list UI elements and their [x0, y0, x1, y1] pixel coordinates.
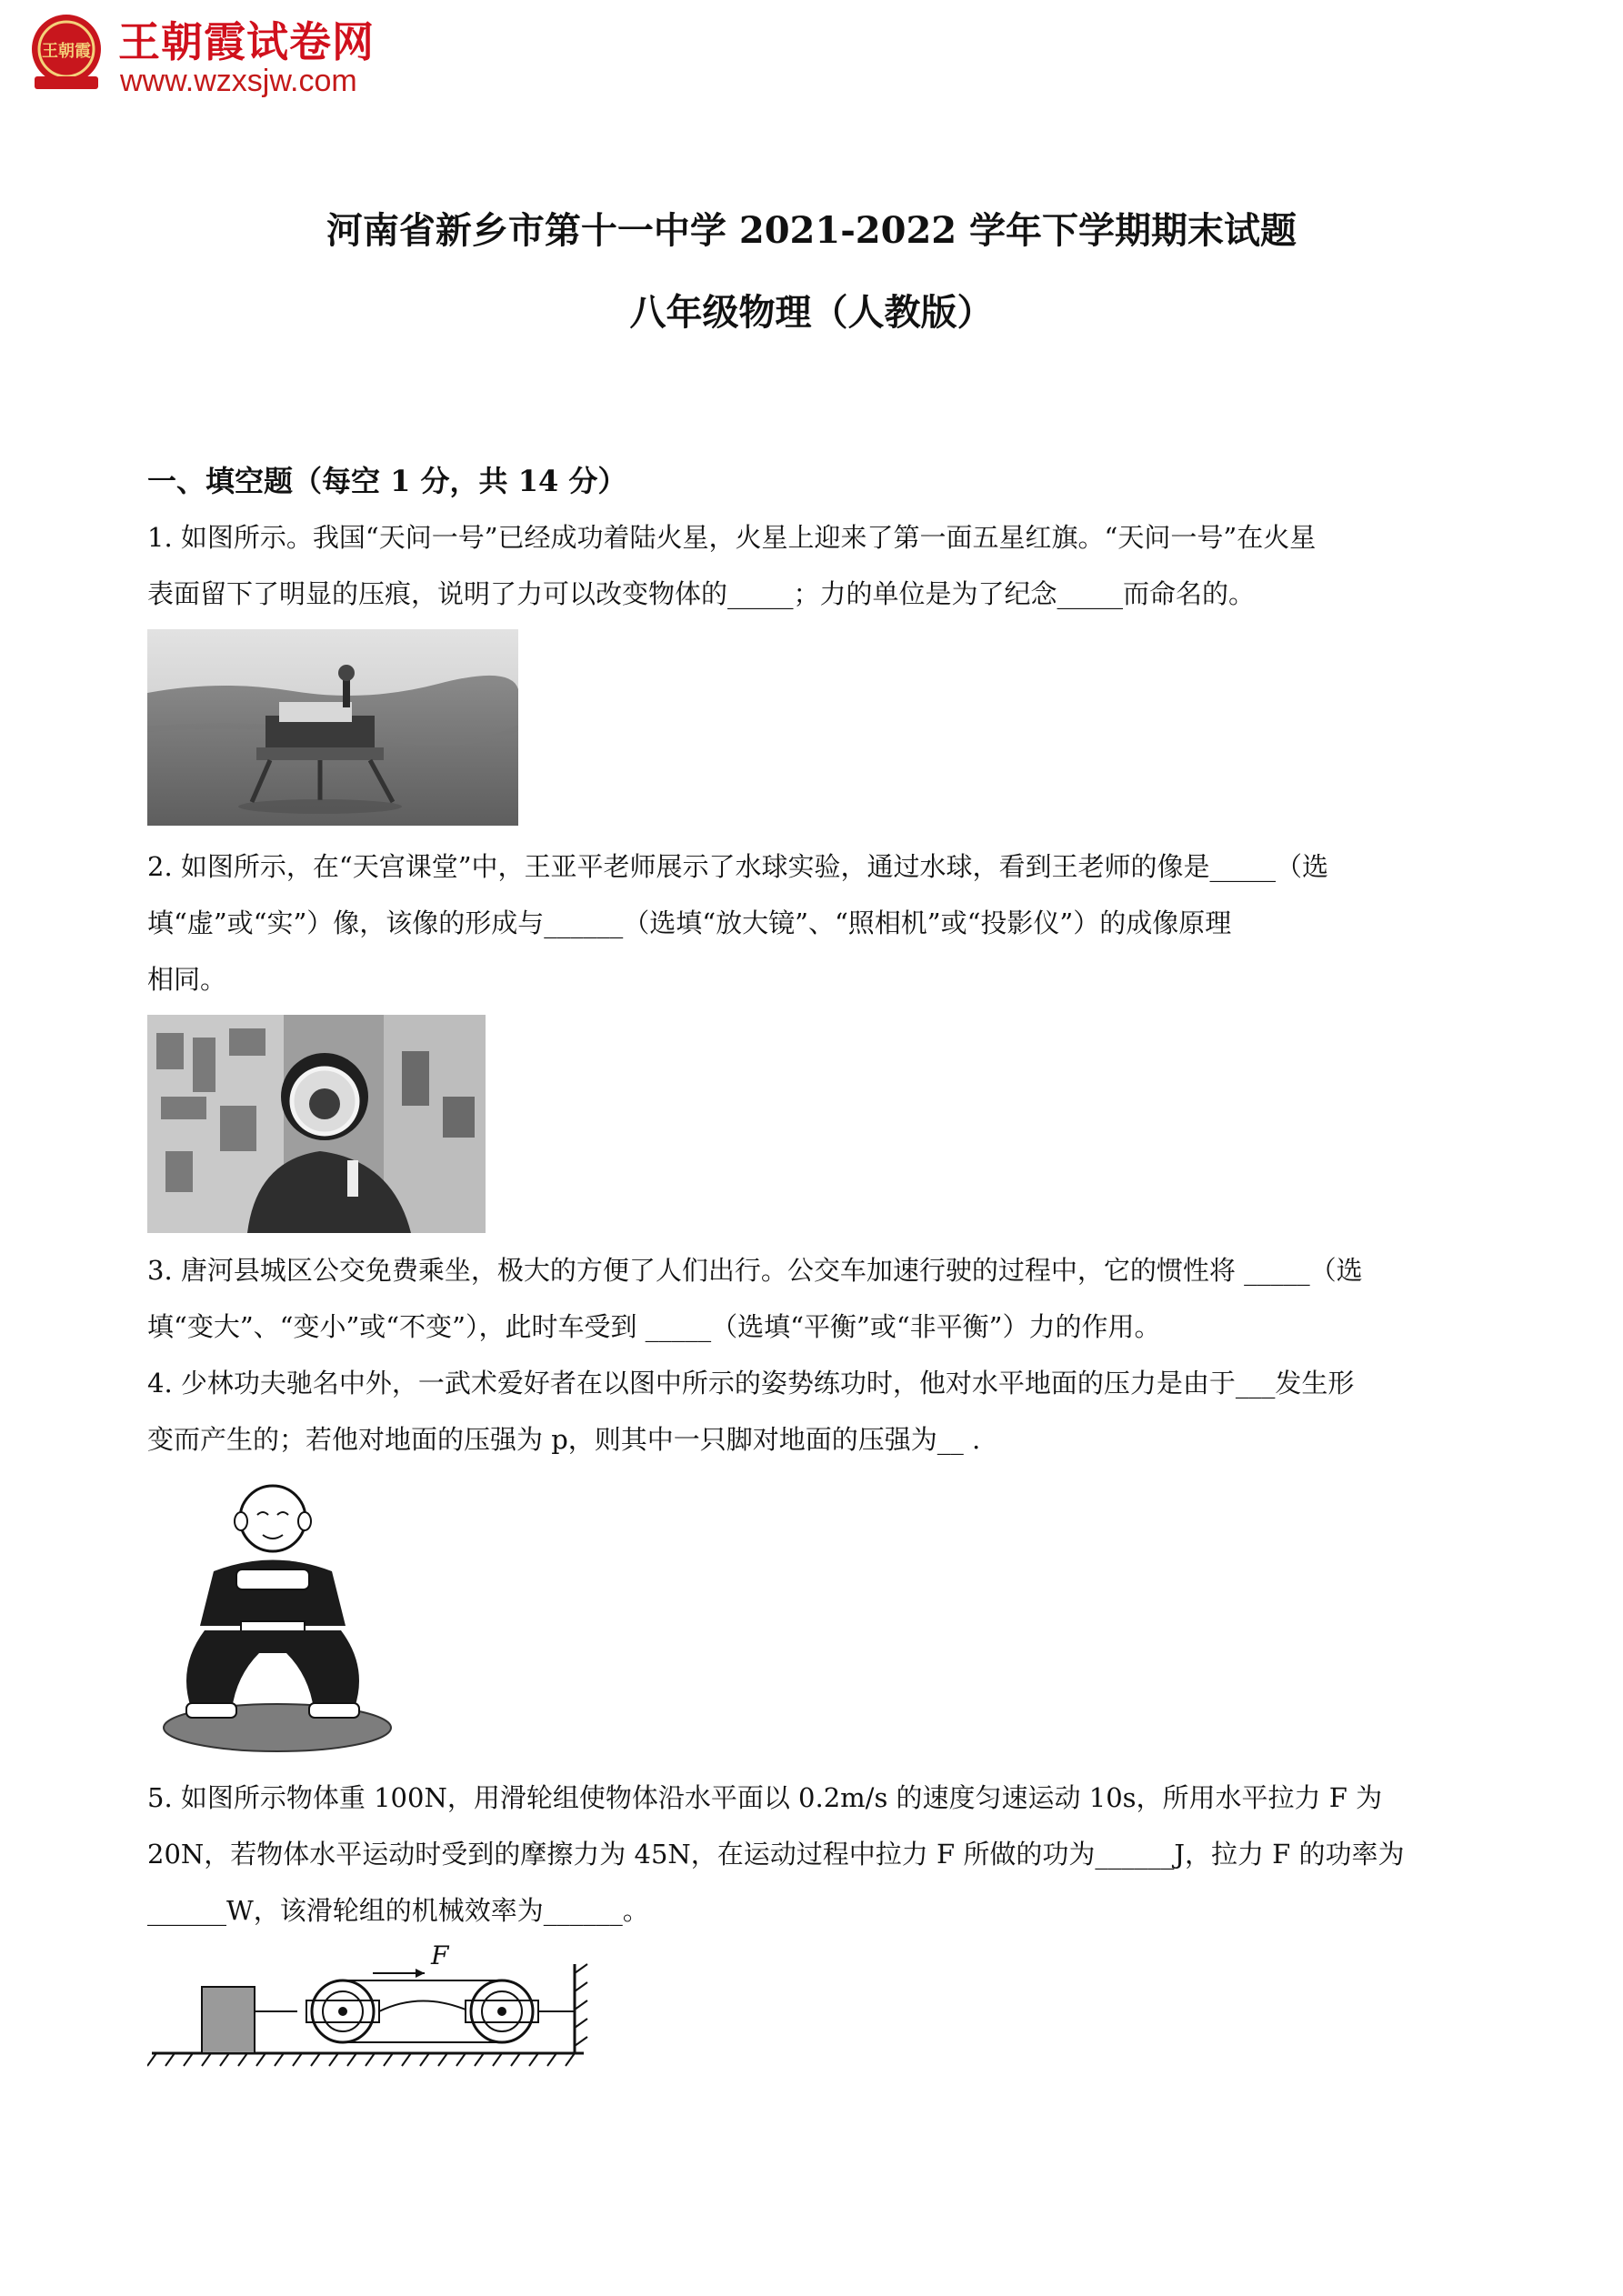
svg-text:王朝霞: 王朝霞 — [42, 42, 91, 61]
question-line: 相同。 — [147, 964, 227, 995]
question-3 — [147, 1242, 1484, 1355]
pulley-diagram — [147, 1937, 602, 2082]
question-1 — [147, 509, 1484, 622]
question-line: 1. 如图所示。我国“天问一号”已经成功着陆火星，火星上迎来了第一面五星红旗。“天问一号”在火星 — [147, 522, 1317, 553]
question-line: 表面留下了明显的压痕，说明了力可以改变物体的_____；力的单位是为了纪念_____而命名的。 — [147, 578, 1256, 609]
exam-title: 河南省新乡市第十一中学 2021-2022 学年下学期期末试题 — [326, 209, 1297, 252]
question-line: 填“虚”或“实”）像，该像的形成与______（选填“放大镜”、“照相机”或“投影仪”）的成像原理 — [147, 907, 1232, 938]
mars-rover-photo — [147, 629, 518, 826]
question-line: 20N，若物体水平运动时受到的摩擦力为 45N，在运动过程中拉力 F 所做的功为______J，拉力 F 的功率为 — [147, 1839, 1405, 1870]
question-line: 3. 唐河县城区公交免费乘坐，极大的方便了人们出行。公交车加速行驶的过程中，它的惯性将 _____（选 — [147, 1255, 1363, 1286]
question-2 — [147, 838, 1484, 1008]
question-line: 变而产生的；若他对地面的压强为 p，则其中一只脚对地面的压强为__ . — [147, 1424, 981, 1455]
question-line: 填“变大”、“变小”或“不变”），此时车受到 _____（选填“平衡”或“非平衡”）力的作用。 — [147, 1311, 1161, 1342]
water-ball-photo — [147, 1015, 486, 1233]
question-line: 2. 如图所示，在“天宫课堂”中，王亚平老师展示了水球实验，通过水球，看到王老师的像是_____（选 — [147, 851, 1329, 882]
question-line: ______W，该滑轮组的机械效率为______。 — [147, 1895, 649, 1926]
site-name: 王朝霞试卷网 — [118, 17, 375, 66]
question-5 — [147, 1770, 1484, 1939]
site-logo-seal — [25, 11, 107, 93]
question-4 — [147, 1355, 1484, 1468]
question-line: 4. 少林功夫驰名中外，一武术爱好者在以图中所示的姿势练功时，他对水平地面的压力是由于___发生形 — [147, 1368, 1355, 1399]
exam-subtitle: 八年级物理（人教版） — [629, 291, 994, 334]
site-url: www.wzxsjw.com — [120, 64, 357, 98]
section-heading-fill-in: 一、填空题（每空 1 分，共 14 分） — [147, 464, 627, 498]
martial-artist-figure — [150, 1471, 396, 1755]
pulley-force-label: F — [431, 1940, 449, 1970]
question-line: 5. 如图所示物体重 100N，用滑轮组使物体沿水平面以 0.2m/s 的速度匀速运动 10s，所用水平拉力 F 为 — [147, 1782, 1383, 1813]
